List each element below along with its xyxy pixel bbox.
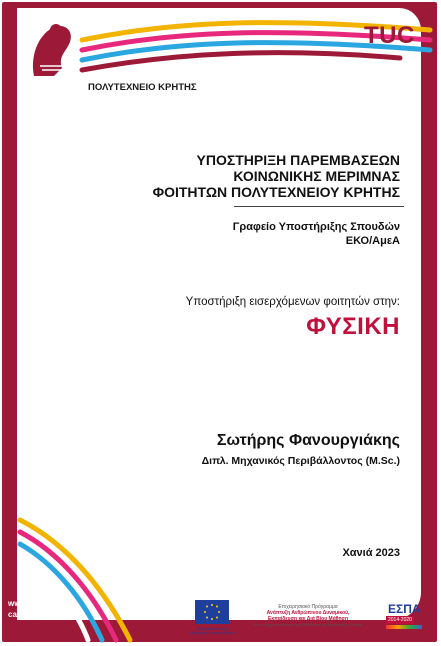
office-block (100, 220, 400, 248)
support-intro: Υποστήριξη εισερχόμενων φοιτητών στην: (185, 296, 400, 308)
op-line-2: Ανάπτυξη Ανθρώπινου Δυναμικού, (266, 610, 350, 616)
heading-divider (234, 206, 404, 207)
op-line-1: Επιχειρησιακό Πρόγραμμα (278, 604, 338, 610)
office-line-1: Γραφείο Υποστήριξης Σπουδών (232, 221, 400, 233)
eu-caption-line-2: Ευρωπαϊκό Κοινωνικό Ταμείο (190, 631, 236, 635)
op-line-4: Με τη συγχρηματοδότηση της Ελλάδας και της Ευρωπαϊκής Ένωσης (253, 623, 363, 627)
website-link[interactable]: www.care.tuc.gr (8, 599, 70, 608)
author-name: Σωτήρης Φανουργιάκης (216, 432, 400, 449)
tuc-logo: TUC (364, 22, 415, 49)
eu-flag-icon (195, 600, 229, 624)
eu-caption (187, 627, 239, 635)
operational-programme (249, 604, 367, 628)
place-date: Χανιά 2023 (342, 547, 400, 559)
university-emblem-icon (24, 16, 80, 80)
op-line-3: Εκπαίδευση και Διά Βίου Μάθηση (267, 616, 348, 622)
espa-title: ΕΣΠΑ (388, 602, 421, 616)
contact-block (8, 598, 70, 620)
main-heading (100, 152, 400, 200)
heading-line-3: ΦΟΙΤΗΤΩΝ ΠΟΛΥΤΕΧΝΕΙΟΥ ΚΡΗΤΗΣ (152, 184, 400, 200)
espa-logo (380, 602, 430, 632)
heading-line-1: ΥΠΟΣΤΗΡΙΞΗ ΠΑΡΕΜΒΑΣΕΩΝ (196, 152, 400, 168)
office-line-2: ΕΚΟ/ΑμεΑ (345, 235, 400, 247)
author-degree: Διπλ. Μηχανικός Περιβάλλοντος (M.Sc.) (201, 455, 400, 467)
university-name: ΠΟΛΥΤΕΧΝΕΙΟ ΚΡΗΤΗΣ (88, 82, 197, 93)
espa-color-bar (386, 625, 422, 629)
heading-line-2: ΚΟΙΝΩΝΙΚΗΣ ΜΕΡΙΜΝΑΣ (233, 168, 400, 184)
espa-years: 2014-2020 (388, 617, 412, 623)
email-link[interactable]: care@tuc.gr (8, 610, 55, 619)
eu-caption-line-1: Ευρωπαϊκή Ένωση (197, 627, 229, 631)
funding-footer (187, 598, 437, 642)
subject-title: ΦΥΣΙΚΗ (306, 313, 400, 340)
